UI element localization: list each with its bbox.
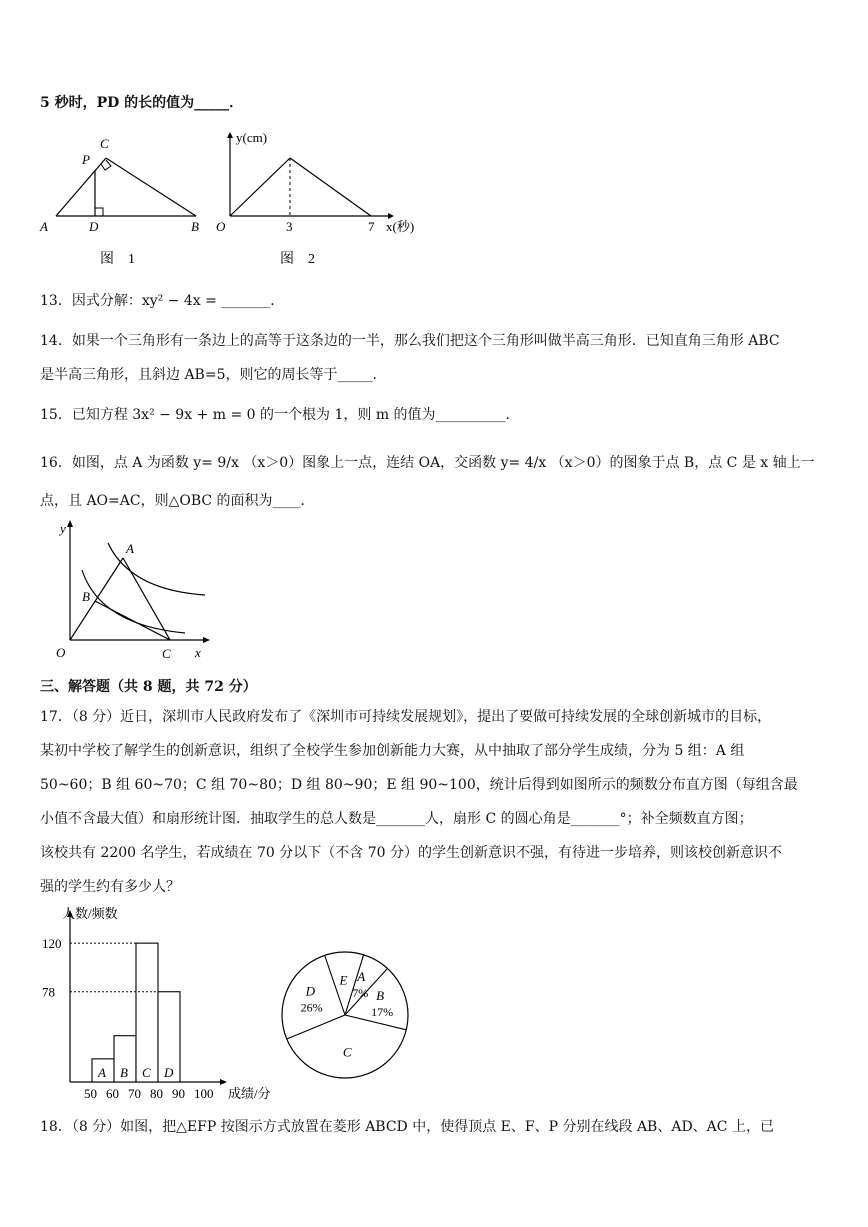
figure-1-triangle (39, 136, 199, 267)
histogram-bar-label: B (120, 1065, 128, 1080)
fig1-label-a: A (40, 219, 48, 234)
q16-line1: 16．如图，点 A 为函数 y= 9/x （x＞0）图象上一点，连结 OA，交函数 y= 4/x （x＞0）的图象于点 B，点 C 是 x 轴上一 (40, 455, 815, 471)
q14-line1: 14．如果一个三角形有一条边上的高等于这条边的一半，那么我们把这个三角形叫做半高三角形．已知直角三角形 ABC (40, 333, 780, 349)
q12-figures (38, 130, 438, 270)
fig2-x-label: x(秒) (386, 219, 415, 234)
fig1-label-b: B (191, 219, 199, 234)
q16-label-a: A (126, 541, 134, 556)
histogram-bar-label: C (142, 1065, 151, 1080)
q16-y-label: y (60, 521, 66, 536)
q18-line1: 18．（8 分）如图，把△EFP 按图示方式放置在菱形 ABCD 中，使得顶点 E、F、P 分别在线段 AB、AD、AC 上，已 (40, 1119, 774, 1135)
pie-chart (270, 930, 420, 1095)
fig1-label-c: C (100, 136, 109, 151)
fig2-caption: 图 2 (280, 252, 315, 267)
histogram-x-label: 成绩/分 (228, 1086, 271, 1101)
histogram-x-tick: 100 (194, 1086, 214, 1101)
q17-line4: 小值不含最大值）和扇形统计图．抽取学生的总人数是_______人，扇形 C 的圆心角是_______°；补全频数直方图； (40, 811, 753, 827)
histogram-y-label: 人数/频数 (62, 906, 118, 921)
fig2-tick-3: 3 (286, 219, 293, 234)
histogram-x-tick: 80 (150, 1086, 163, 1101)
section-3-heading: 三、解答题（共 8 题，共 72 分） (40, 679, 257, 695)
histogram-bar (136, 943, 158, 1082)
q12-tail-text: 5 秒时，PD 的长的值为_____． (40, 95, 244, 111)
q16-label-c: C (162, 646, 171, 661)
fig1-label-p: P (82, 152, 90, 167)
q16-x-label: x (195, 645, 201, 660)
fig1-caption: 图 1 (100, 252, 135, 267)
pie-slice-label: A (357, 968, 366, 984)
histogram-y-tick: 120 (42, 936, 62, 952)
histogram-x-tick: 90 (172, 1086, 185, 1101)
fig1-label-d: D (89, 219, 99, 234)
fig2-tick-7: 7 (368, 219, 375, 234)
q14-line2: 是半高三角形，且斜边 AB=5，则它的周长等于_____． (40, 367, 387, 383)
histogram-x-tick: 70 (128, 1086, 141, 1101)
pie-slice-percent: 17% (371, 1004, 394, 1019)
histogram-chart (40, 900, 290, 1105)
q16-origin: O (56, 645, 66, 660)
figure-2-graph (216, 130, 414, 267)
fig2-y-label: y(cm) (236, 130, 268, 145)
q17-line2: 某初中学校了解学生的创新意识，组织了全校学生参加创新能力大赛，从中抽取了部分学生成绩，分为 5 组：A 组 (40, 743, 745, 759)
q13-text: 13．因式分解：xy² − 4x = _______． (40, 293, 285, 309)
histogram-y-tick: 78 (42, 984, 55, 1000)
pie-slice-label: B (376, 987, 385, 1003)
pie-slice-percent: 7% (352, 985, 369, 1000)
q17-line3: 50~60；B 组 60~70；C 组 70~80；D 组 80~90；E 组 90~100，统计后得到如图所示的频数分布直方图（每组含最 (40, 777, 798, 793)
pie-slice-label: E (339, 972, 348, 988)
histogram-bar-label: A (98, 1065, 106, 1080)
q17-line5: 该校共有 2200 名学生，若成绩在 70 分以下（不含 70 分）的学生创新意识不强，有待进一步培养，则该校创新意识不 (40, 845, 782, 861)
fig2-origin: O (216, 219, 226, 234)
q17-line6: 强的学生约有多少人？ (40, 879, 180, 895)
pie-slice-label: C (342, 1044, 352, 1060)
q16-line2: 点，且 AO=AC，则△OBC 的面积为____． (40, 493, 315, 509)
pie-slice-label: D (305, 983, 315, 999)
histogram-x-tick: 60 (106, 1086, 119, 1101)
q15-text: 15．已知方程 3x² − 9x + m = 0 的一个根为 1，则 m 的值为__________． (40, 407, 520, 423)
q16-label-b: B (82, 589, 90, 604)
q17-line1: 17．（8 分）近日，深圳市人民政府发布了《深圳市可持续发展规划》，提出了要做可持续发展的全球创新城市的目标， (40, 709, 772, 725)
pie-slice-percent: 26% (300, 1000, 323, 1015)
histogram-x-tick: 50 (84, 1086, 97, 1101)
histogram-bar-label: D (164, 1065, 174, 1080)
q16-figure (40, 515, 220, 665)
